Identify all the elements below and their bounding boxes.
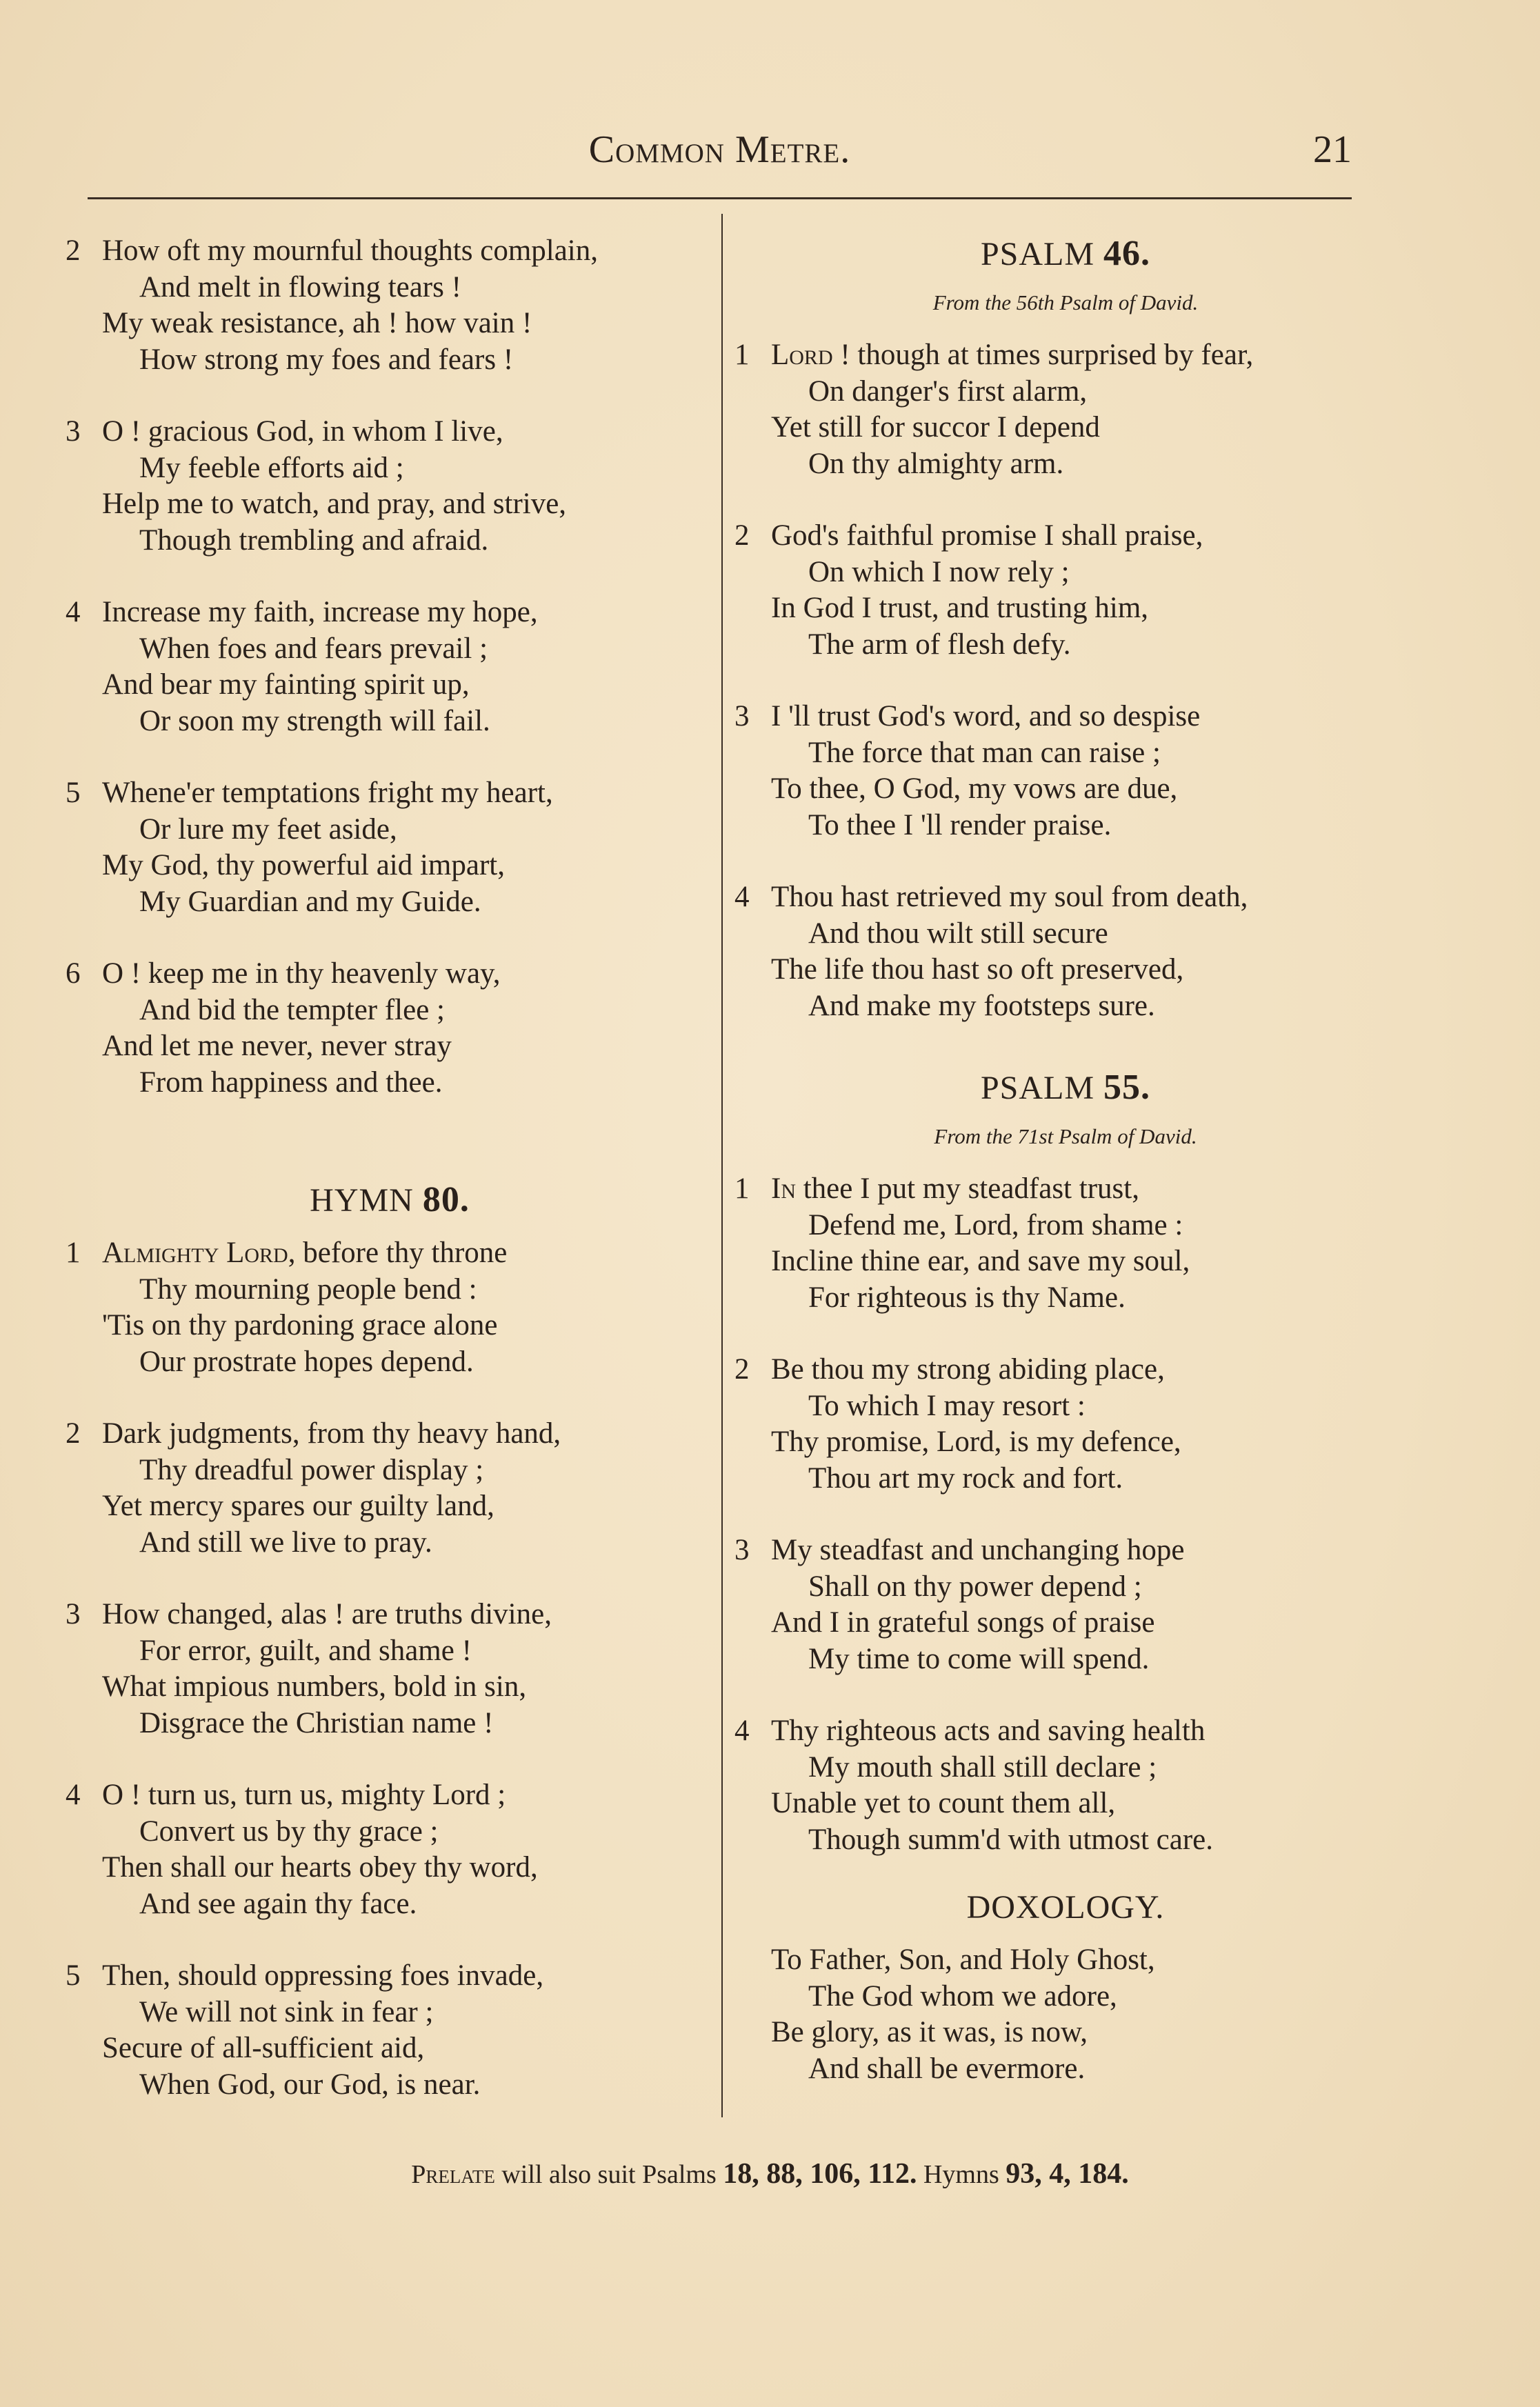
stanza-number: 3 [734,1534,750,1566]
stanza-line: My time to come will spend. [808,1642,1150,1675]
stanza-line: Shall on thy power depend ; [808,1570,1142,1603]
stanza-line: To thee, O God, my vows are due, [771,772,1178,805]
stanza-number: 2 [66,1417,81,1450]
stanza-line: And make my footsteps sure. [808,989,1155,1022]
hymn-80-title-word: HYMN [310,1182,414,1219]
stanza-line-rest: ! though at times surprised by fear, [832,339,1254,371]
column-divider [721,214,723,2117]
stanza-line: Thy mourning people bend : [139,1272,477,1306]
stanza-line: Help me to watch, and pray, and strive, [102,488,567,520]
stanza-line: Thou hast retrieved my soul from death, [771,881,1248,913]
stanza-line: O ! gracious God, in whom I live, [102,415,503,448]
stanza-line: God's faithful promise I shall praise, [771,519,1203,552]
stanza-line: On which I now rely ; [808,555,1070,588]
psalm-46-stanza-1 [734,337,1397,482]
stanza [734,518,1397,663]
psalm-55-number: 55. [1103,1068,1151,1107]
stanza-number: 4 [734,881,750,913]
left-column [66,233,714,2139]
stanza-line: And I in grateful songs of praise [771,1606,1155,1639]
stanza-initial-words: In [771,1172,796,1205]
stanza-number: 1 [734,1172,750,1205]
stanza-number: 3 [66,415,81,448]
page-number: 21 [1313,128,1352,171]
stanza-number: 4 [66,596,81,628]
stanza-line: Though summ'd with utmost care. [808,1823,1213,1856]
stanza [734,699,1397,843]
stanza-line: Thy dreadful power display ; [139,1453,484,1486]
stanza-line: And shall be evermore. [808,2052,1086,2085]
stanza-line: Defend me, Lord, from shame : [808,1208,1183,1241]
stanza-line: O ! keep me in thy heavenly way, [102,957,501,990]
stanza-number: 4 [734,1715,750,1747]
psalm-46-number: 46. [1103,234,1151,273]
stanza-line: O ! turn us, turn us, mighty Lord ; [102,1779,506,1811]
stanza-line: For error, guilt, and shame ! [139,1634,472,1667]
stanza-line: The force that man can raise ; [808,736,1161,769]
stanza-number: 1 [734,339,750,371]
stanza [734,1713,1397,1858]
stanza-line: Our prostrate hopes depend. [139,1345,474,1378]
stanza-line [734,337,1397,374]
psalm-55-stanza-1 [734,1171,1397,1316]
stanza-line: Be glory, as it was, is now, [771,2016,1088,2048]
stanza-line: Thou art my rock and fort. [808,1461,1123,1495]
stanza-line: Disgrace the Christian name ! [139,1706,494,1739]
stanza [66,956,714,1101]
stanza-line: The God whom we adore, [808,1979,1117,2013]
stanza-line: 'Tis on thy pardoning grace alone [102,1309,498,1341]
stanza-number: 5 [66,777,81,809]
stanza-number: 4 [66,1779,81,1811]
footer-text-psalms: will also suit Psalms [494,2160,723,2189]
stanza-line: Then, should oppressing foes invade, [102,1959,544,1992]
right-column [734,233,1397,2123]
stanza-line: Secure of all-sufficient aid, [102,2032,425,2064]
stanza-line: My mouth shall still declare ; [808,1750,1157,1784]
hymn-80-stanza-1 [66,1235,714,1380]
stanza-number: 3 [66,1598,81,1630]
stanza-line: Whene'er temptations fright my heart, [102,777,553,809]
stanza-line: In God I trust, and trusting him, [771,592,1149,624]
stanza-number: 3 [734,700,750,732]
stanza-line: Thy righteous acts and saving health [771,1715,1206,1747]
stanza-number: 2 [66,234,81,267]
page-header [88,128,1352,183]
footer-tune-name: Prelate [411,2160,495,2189]
header-rule [88,197,1352,199]
stanza-line: Be thou my strong abiding place, [771,1353,1165,1386]
stanza-line: How strong my foes and fears ! [139,343,514,376]
stanza [66,1777,714,1922]
stanza-line: We will not sink in fear ; [139,1995,434,2028]
stanza [66,233,714,378]
running-title: Common Metre. [588,128,851,171]
stanza-number: 6 [66,957,81,990]
stanza-line: My Guardian and my Guide. [139,885,481,918]
stanza-number: 2 [734,1353,750,1386]
stanza-line: I 'll trust God's word, and so despise [771,700,1201,732]
stanza [66,414,714,559]
stanza-line: For righteous is thy Name. [808,1281,1126,1314]
psalm-55-title-word: PSALM [980,1070,1095,1106]
footer-psalm-numbers: 18, 88, 106, 112. [723,2158,917,2190]
stanza [66,595,714,739]
stanza-line: And see again thy face. [139,1887,417,1920]
stanza-line: My God, thy powerful aid impart, [102,849,505,881]
hymn-80-stanzas [66,1416,714,2103]
stanza-line: Then shall our hearts obey thy word, [102,1851,538,1884]
stanza-line: Unable yet to count them all, [771,1787,1116,1819]
stanza-number: 5 [66,1959,81,1992]
stanza-line: My weak resistance, ah ! how vain ! [102,307,532,339]
stanza-line: Incline thine ear, and save my soul, [771,1245,1190,1277]
stanza-line [734,1171,1397,1208]
stanza-line: Yet mercy spares our guilty land, [102,1490,494,1522]
stanza-line: Or soon my strength will fail. [139,704,490,737]
psalm-55-source: From the 71st Psalm of David. [934,1124,1197,1148]
stanza [734,879,1397,1024]
stanza-line: Thy promise, Lord, is my defence, [771,1426,1181,1458]
stanza-line: Dark judgments, from thy heavy hand, [102,1417,561,1450]
psalm-46-title [734,233,1397,275]
stanza-line: The life thou hast so oft preserved, [771,953,1184,986]
stanza-line: The arm of flesh defy. [808,628,1071,661]
stanza-line-rest: before thy throne [295,1237,508,1269]
stanza-line: And bear my fainting spirit up, [102,668,470,701]
stanza-line: Convert us by thy grace ; [139,1815,439,1848]
stanza-number: 2 [734,519,750,552]
stanza-line: My feeble efforts aid ; [139,451,404,484]
stanza-initial-words: Almighty Lord, [102,1237,296,1269]
stanza-line: How changed, alas ! are truths divine, [102,1598,552,1630]
stanza-line: Or lure my feet aside, [139,812,397,846]
stanza [734,1352,1397,1497]
stanza-line: And melt in flowing tears ! [139,270,461,303]
stanza [66,1597,714,1741]
stanza-line: Though trembling and afraid. [139,523,489,557]
hymn-80-number: 80. [422,1180,470,1219]
stanza [66,1958,714,2103]
stanza [734,1532,1397,1677]
stanza-line: To thee I 'll render praise. [808,808,1112,841]
stanza-line [66,1235,714,1272]
hymn-continuation [66,233,714,1101]
footer-text-hymns: Hymns [917,2160,1006,2189]
stanza-line: To which I may resort : [808,1389,1086,1422]
stanza-number: 1 [66,1237,81,1269]
stanza-line: And still we live to pray. [139,1526,432,1559]
doxology-title: DOXOLOGY. [966,1889,1165,1926]
stanza-line: My steadfast and unchanging hope [771,1534,1185,1566]
stanza-line: How oft my mournful thoughts complain, [102,234,598,267]
stanza [66,775,714,920]
psalm-55-stanzas [734,1352,1397,1858]
stanza-line: To Father, Son, and Holy Ghost, [771,1944,1155,1976]
stanza-line: On thy almighty arm. [808,447,1064,480]
stanza-initial-words: Lord [771,339,833,371]
stanza-line: When foes and fears prevail ; [139,632,488,665]
hymn-80-title [66,1179,714,1221]
stanza-line: Increase my faith, increase my hope, [102,596,538,628]
footer-hymn-numbers: 93, 4, 184. [1006,2158,1129,2190]
stanza-line: And bid the tempter flee ; [139,993,445,1026]
stanza-line: From happiness and thee. [139,1066,443,1099]
psalm-55-title [734,1067,1397,1109]
footer-note [0,2157,1540,2190]
stanza-line: When God, our God, is near. [139,2068,481,2101]
stanza-line: Yet still for succor I depend [771,411,1100,443]
stanza-line: What impious numbers, bold in sin, [102,1670,527,1703]
doxology-stanza [734,1942,1397,2087]
psalm-46-stanzas [734,518,1397,1024]
psalm-46-title-word: PSALM [980,236,1095,272]
psalm-46-source: From the 56th Psalm of David. [932,290,1199,314]
stanza-line: On danger's first alarm, [808,374,1088,408]
stanza-line: And thou wilt still secure [808,917,1108,950]
stanza-line: And let me never, never stray [102,1030,452,1062]
stanza [66,1416,714,1561]
stanza-line-rest: thee I put my steadfast trust, [795,1172,1139,1205]
